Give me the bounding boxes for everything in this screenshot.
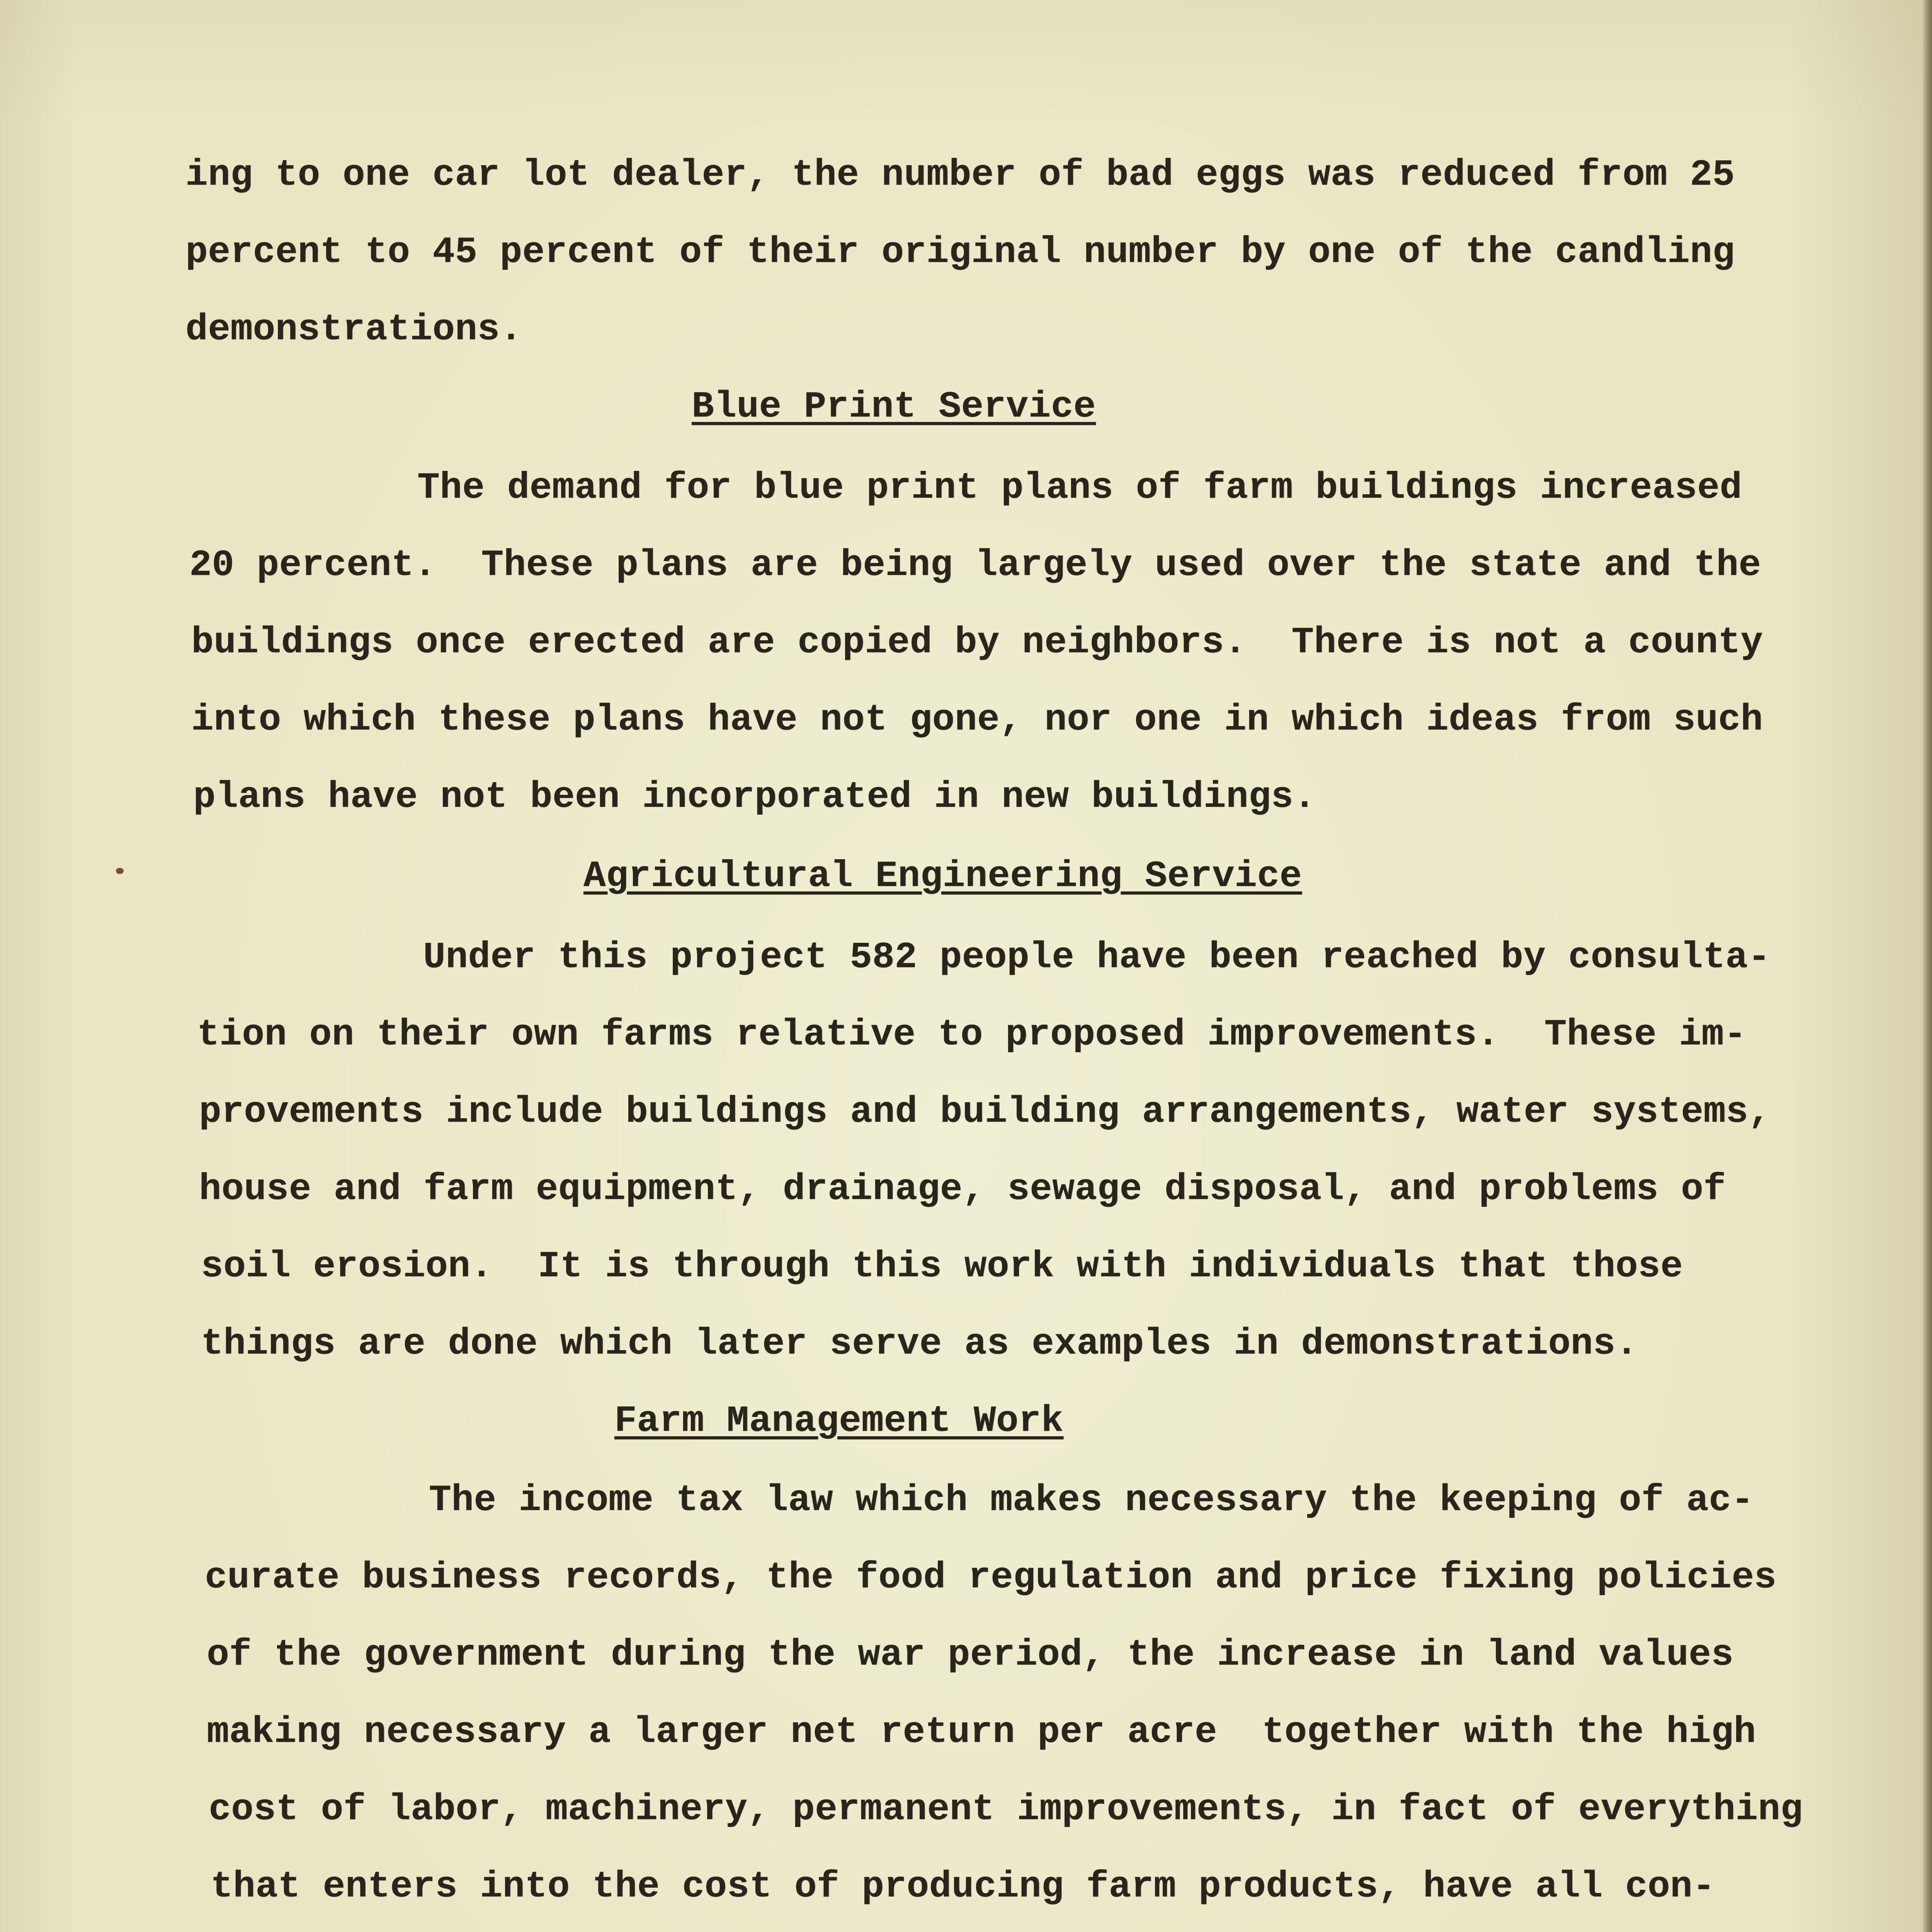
body-line: Under this project 582 people have been reached by consulta- — [423, 936, 1770, 978]
body-line: things are done which later serve as examples in demonstrations. — [201, 1323, 1638, 1365]
body-line: The demand for blue print plans of farm buildings increased — [417, 467, 1742, 509]
body-line: ing to one car lot dealer, the number of bad eggs was reduced from 25 — [185, 154, 1735, 196]
body-line: percent to 45 percent of their original number by one of the candling — [185, 231, 1735, 273]
body-line: soil erosion. It is through this work with individuals that those — [201, 1245, 1683, 1287]
body-line: cost of labor, machinery, permanent improvements, in fact of everything — [209, 1788, 1803, 1830]
body-line: 20 percent. These plans are being largely used over the state and the — [189, 544, 1761, 586]
section-heading-agricultural-engineering-service: Agricultural Engineering Service — [583, 855, 1302, 897]
body-line: The income tax law which makes necessary the keeping of ac- — [429, 1479, 1754, 1521]
body-line: making necessary a larger net return per acre together with the high — [207, 1711, 1756, 1753]
body-line: buildings once erected are copied by neighbors. There is not a county — [191, 621, 1763, 663]
body-line: demonstrations. — [185, 308, 522, 350]
body-line: provements include buildings and building arrangements, water systems, — [199, 1091, 1771, 1133]
body-line: house and farm equipment, drainage, sewage disposal, and problems of — [199, 1168, 1726, 1210]
ink-speck — [116, 868, 124, 874]
body-line: that enters into the cost of producing farm products, have all con- — [211, 1866, 1715, 1908]
section-heading-farm-management-work: Farm Management Work — [614, 1400, 1064, 1442]
body-line: of the government during the war period, the increase in land values — [207, 1634, 1734, 1676]
section-heading-blue-print-service: Blue Print Service — [692, 386, 1096, 428]
body-line: into which these plans have not gone, nor one in which ideas from such — [191, 699, 1763, 741]
body-line: tion on their own farms relative to proposed improvements. These im- — [197, 1014, 1747, 1056]
body-line: curate business records, the food regulation and price fixing policies — [205, 1556, 1777, 1599]
body-line: plans have not been incorporated in new buildings. — [193, 776, 1316, 818]
page-edge-shadow — [1922, 0, 1932, 1932]
